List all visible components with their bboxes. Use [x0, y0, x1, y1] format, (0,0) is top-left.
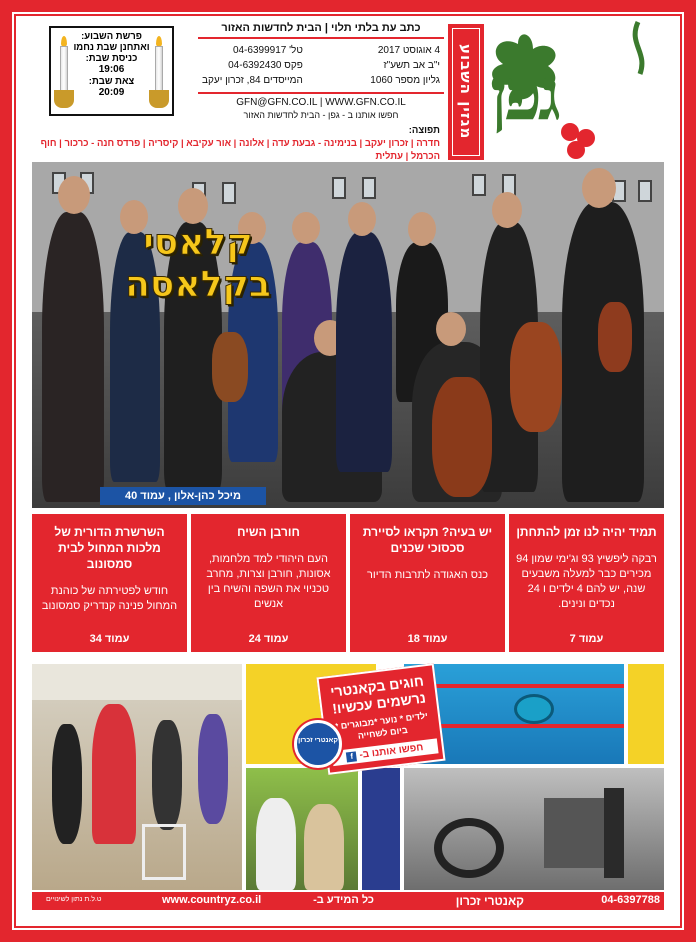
country-club-ad[interactable] — [32, 664, 664, 914]
masthead-dates — [370, 43, 440, 88]
ad-info-label: כל המידע ב- — [313, 894, 374, 906]
magazine-tagline: מגזין השבוע — [448, 24, 484, 160]
teaser-title: תמיד יהיה לנו זמן להתחתן — [516, 525, 657, 539]
shabbat-exit-time: 20:09 — [98, 87, 125, 98]
parasha-name: ואתחנן שבת נחמו — [73, 42, 150, 53]
cello-icon — [510, 322, 562, 432]
logo-text: גפן — [490, 53, 558, 136]
ad-disclaimer: ט.ל.ת נתון לשינויים — [46, 896, 102, 903]
issue-number: גליון מספר 1060 — [370, 75, 440, 86]
fax: פקס 04-6392430 — [228, 60, 303, 71]
masthead-contact — [202, 43, 303, 88]
teaser-title: יש בעיה? תקראו לסיירת סכסוכי שכנים — [362, 525, 493, 555]
web-address[interactable]: GFN@GFN.CO.IL | WWW.GFN.CO.IL — [198, 92, 444, 108]
teaser-body: חודש לפטירתה של כוהנת המחול פנינה קנדריק סמסונוב — [41, 585, 178, 612]
teaser-page: עמוד 24 — [248, 633, 289, 645]
teaser-row — [32, 514, 664, 652]
date-gregorian: 4 אוגוסט 2017 — [377, 45, 440, 56]
masthead-details — [198, 39, 444, 92]
teaser-card[interactable] — [509, 514, 664, 652]
teaser-card[interactable] — [350, 514, 505, 652]
cover-headline — [98, 222, 298, 306]
shabbat-entry-time: 19:06 — [98, 64, 125, 75]
teaser-card[interactable] — [191, 514, 346, 652]
teaser-title: השרשרת הדורית של מלכות המחול לבית סמסונוב — [54, 525, 165, 571]
fitness-class-photo — [32, 664, 242, 890]
shabbat-exit-label: צאת שבת: — [88, 76, 135, 87]
cover-headline-line1: קלאסי — [143, 222, 253, 263]
blue-strip — [362, 768, 400, 890]
distribution-label: תפוצה: — [408, 125, 440, 136]
parasha-label: פרשת השבוע: — [81, 31, 142, 42]
address: המייסדים 84, זכרון יעקב — [202, 75, 303, 86]
viola-icon — [212, 332, 248, 402]
facebook-line: חפשו אותנו ב - גפן - הבית לחדשות האזור — [243, 110, 399, 120]
cover-photo — [32, 162, 664, 508]
tagline-frame — [452, 28, 480, 156]
teaser-card[interactable] — [32, 514, 187, 652]
distribution-list: חדרה | זכרון יעקב | בנימינה - גבעת עדה | אלונה | אור עקיבא | קיסריה | פרדס חנה - כרכור | חוף הכרמל | עתלית — [40, 138, 440, 162]
teaser-title: חורבן השיח — [237, 525, 300, 539]
teaser-page: עמוד 7 — [569, 633, 604, 645]
shabbat-times-box — [49, 26, 174, 116]
teaser-body: כנס האגודה לתרבות הדיור — [366, 569, 489, 581]
masthead-tagline: כתב עת בלתי תלוי | הבית לחדשות האזור — [198, 22, 444, 39]
teaser-body: העם היהודי למד מלחמות, אסונות, חורבן וצרות, מחרב טכניוי את השפה והשיח בין אנשים — [206, 553, 331, 610]
ad-url[interactable]: www.countryz.co.il — [162, 894, 262, 906]
cover-credit: מיכל כהן-אלון , עמוד 40 — [100, 487, 266, 505]
date-hebrew: י"ב אב תשע"ז — [383, 60, 440, 71]
cello-icon — [432, 377, 492, 497]
ad-footer-bar — [32, 892, 664, 910]
country-badge: קאנטרי זכרון — [294, 720, 342, 768]
teaser-body: רבקה ליפשיץ 93 וג'ימי שמון 94 מכירים כבר למעלה משבעים שנה, יש להם 4 ילדים ו 24 נכדים ונינים. — [516, 553, 657, 610]
gym-photo — [404, 768, 664, 890]
promo-subtitle: ילדים * נוער *מבוגרים * ביום לשחייה — [334, 710, 429, 741]
candle-icon — [152, 36, 166, 108]
ad-name: קאנטרי זכרון — [455, 894, 524, 908]
cover-headline-line2: בקלאסה — [125, 264, 271, 305]
promo-facebook[interactable]: חפשו אותנו ב- f — [332, 738, 439, 766]
ad-phone[interactable]: 04-6397788 — [601, 894, 660, 906]
violin-icon — [598, 302, 632, 372]
masthead-info — [198, 22, 444, 120]
distribution-areas — [28, 124, 440, 163]
yellow-panel — [628, 664, 664, 764]
teaser-page: עמוד 18 — [407, 633, 448, 645]
candle-icon — [57, 36, 71, 108]
shabbat-entry-label: כניסת שבת: — [85, 53, 138, 64]
teaser-page: עמוד 34 — [89, 633, 130, 645]
facebook-icon: f — [346, 751, 357, 762]
kids-photo — [246, 768, 358, 890]
phone: טל' 04-6399917 — [232, 45, 303, 56]
promo-title: חוגים בקאנטרי נרשמים עכשיו! — [329, 672, 427, 717]
